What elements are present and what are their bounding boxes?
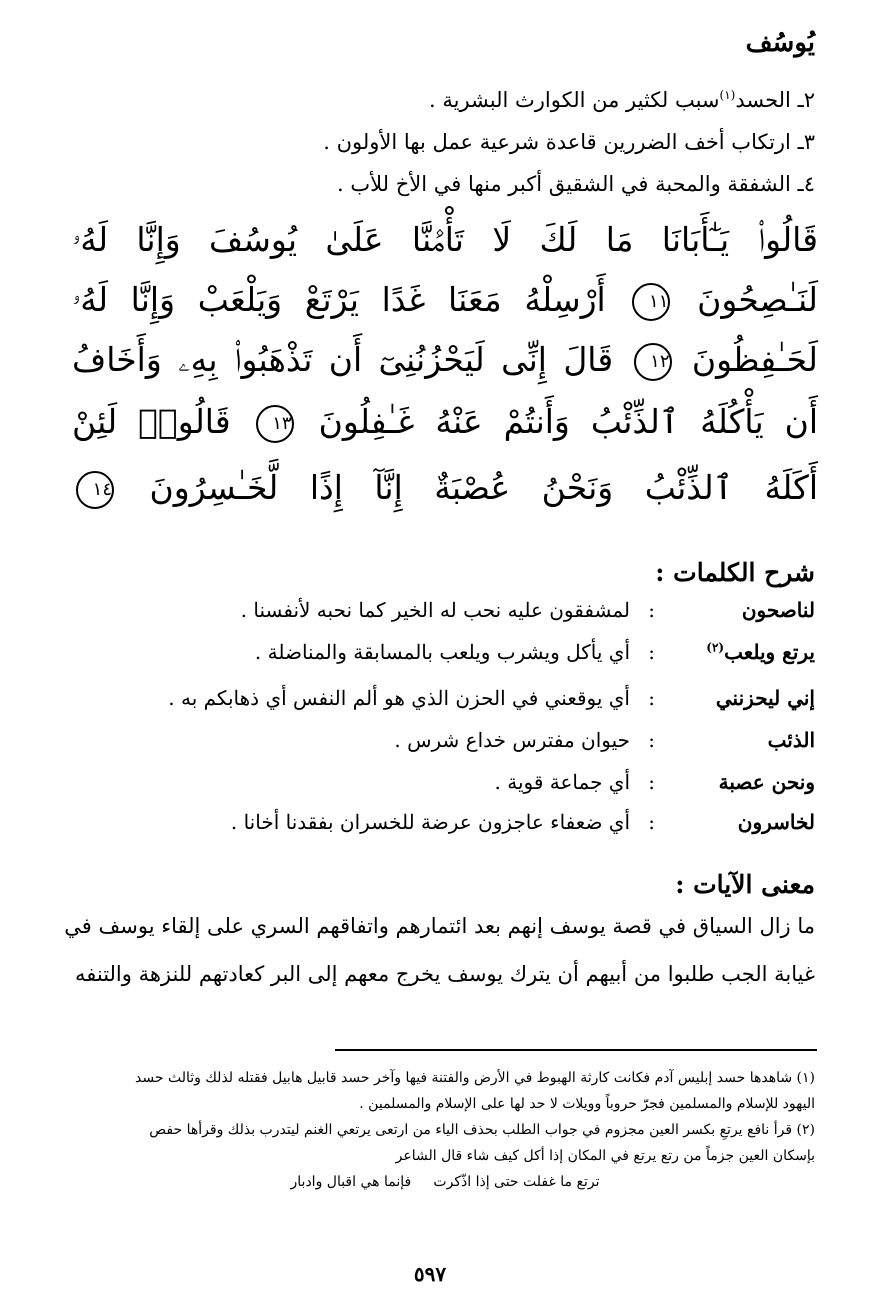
footnote-ref: (١) — [719, 88, 736, 102]
lesson-item: ٤ـ الشفقة والمحبة في الشقيق أكبر منها في الأخ للأب . — [336, 172, 815, 196]
verse-text: قَالَ إِنِّى لَيَحْزُنُنِىٓ أَن تَذْهَبُوا۟ بِهِۦ وَأَخَافُ — [72, 340, 614, 379]
footnote-line: اليهود للإسلام والمسلمين فجرّ حروباً وويلات لا حد لها على الإسلام والمسلمين . — [359, 1096, 815, 1112]
footnote-divider — [335, 1049, 817, 1051]
colon: : — [648, 770, 655, 794]
meaning-line: غيابة الجب طلبوا من أبيهم أن يترك يوسف يخرج معهم إلى البر كعادتهم للنزهة والتنفه — [74, 962, 815, 986]
glossary-definition: لمشفقون عليه نحب له الخير كما نحبه لأنفسنا . — [240, 598, 630, 622]
quran-line — [72, 458, 818, 518]
quran-line — [72, 330, 818, 390]
glossary-word: إني ليحزنني — [715, 686, 815, 710]
glossary-row — [95, 686, 815, 720]
glossary-row — [95, 728, 815, 762]
glossary-row — [95, 770, 815, 804]
glossary-title: شرح الكلمات : — [655, 558, 815, 587]
colon: : — [648, 598, 655, 622]
quran-line — [72, 392, 818, 452]
glossary-word: الذئب — [767, 728, 815, 752]
lesson-text: ٢ـ الحسد — [735, 88, 815, 112]
glossary-row — [95, 640, 815, 674]
verse-text: قَالُوا۟ يَـٰٓأَبَانَا مَا لَكَ لَا تَأْمَ۫نَّا عَلَىٰ يُوسُفَ وَإِنَّا لَهُۥ — [72, 220, 818, 259]
meaning-line: ما زال السياق في قصة يوسف إنهم بعد ائتمارهم واتفاقهم السري على إلقاء يوسف في — [64, 914, 815, 938]
ayah-number-marker: ١١ — [632, 283, 670, 321]
lesson-item — [429, 88, 815, 112]
verse-text: لَنَـٰصِحُونَ — [697, 280, 818, 319]
page-number: ٥٩٧ — [413, 1262, 447, 1286]
footnote-line: (٢) قرأ نافع يرتعِ بكسر العين مجزوم في جواب الطلب بحذف الياء من ارتعى يرتعي الغنم ليتدرب بذلك وقرأها حفص — [149, 1122, 815, 1138]
ayah-number-marker: ١٣ — [256, 405, 294, 443]
footnote-ref: (٢) — [706, 640, 725, 655]
ayah-number-marker: ١٤ — [76, 471, 114, 509]
colon: : — [648, 640, 655, 664]
glossary-word — [706, 640, 815, 664]
colon: : — [648, 686, 655, 710]
glossary-word: لخاسرون — [737, 810, 815, 834]
glossary-definition: أي يأكل ويشرب ويلعب بالمسابقة والمناضلة . — [254, 640, 630, 664]
verse-text: أَرْسِلْهُ مَعَنَا غَدًا يَرْتَعْ وَيَلْعَبْ وَإِنَّا لَهُۥ — [72, 280, 606, 319]
glossary-definition: أي ضعفاء عاجزون عرضة للخسران بفقدنا أخانا . — [230, 810, 630, 834]
lesson-item: ٣ـ ارتكاب أخف الضررين قاعدة شرعية عمل بها الأولون . — [323, 130, 815, 154]
footnote-line: (١) شاهدها حسد إبليس آدم فكانت كارثة الهبوط في الأرض والفتنة فيها وآخر حسد قابيل هابيل فقتله لذلك وثالث حسد — [135, 1070, 815, 1086]
verse-text: قَالُوا۟ لَئِنْ — [72, 402, 231, 441]
glossary-word: لناصحون — [741, 598, 815, 622]
poetry-verse: ترتع ما غفلت حتى إذا اذّكرت فإنما هي اقبال وادبار — [290, 1174, 600, 1190]
quran-line — [72, 210, 818, 270]
verse-text: أَكَلَهُ ٱلذِّئْبُ وَنَحْنُ عُصْبَةٌ إِنَّآ إِذًا لَّخَـٰسِرُونَ — [149, 468, 818, 507]
meaning-title: معنى الآيات : — [675, 870, 815, 899]
colon: : — [648, 810, 655, 834]
glossary-word: ونحن عصبة — [718, 770, 815, 794]
verse-text: أَن يَأْكُلَهُ ٱلذِّئْبُ وَأَنتُمْ عَنْهُ غَـٰفِلُونَ — [318, 402, 818, 441]
word-text: يرتع ويلعب — [724, 640, 815, 664]
verse-text: لَحَـٰفِظُونَ — [691, 340, 818, 379]
quran-line — [72, 270, 818, 330]
glossary-definition: أي جماعة قوية . — [494, 770, 630, 794]
glossary-row — [95, 598, 815, 632]
footnote-line: بإسكان العين جزماً من رتع يرتع في المكان إذا أكل كيف شاء قال الشاعر — [395, 1148, 815, 1164]
glossary-row — [95, 810, 815, 844]
glossary-definition: حيوان مفترس خداع شرس . — [394, 728, 630, 752]
lesson-text-rest: سبب لكثير من الكوارث البشرية . — [429, 88, 720, 112]
surah-header: يُوسُف — [745, 28, 815, 58]
colon: : — [648, 728, 655, 752]
glossary-definition: أي يوقعني في الحزن الذي هو ألم النفس أي ذهابكم به . — [168, 686, 630, 710]
ayah-number-marker: ١٢ — [634, 343, 672, 381]
